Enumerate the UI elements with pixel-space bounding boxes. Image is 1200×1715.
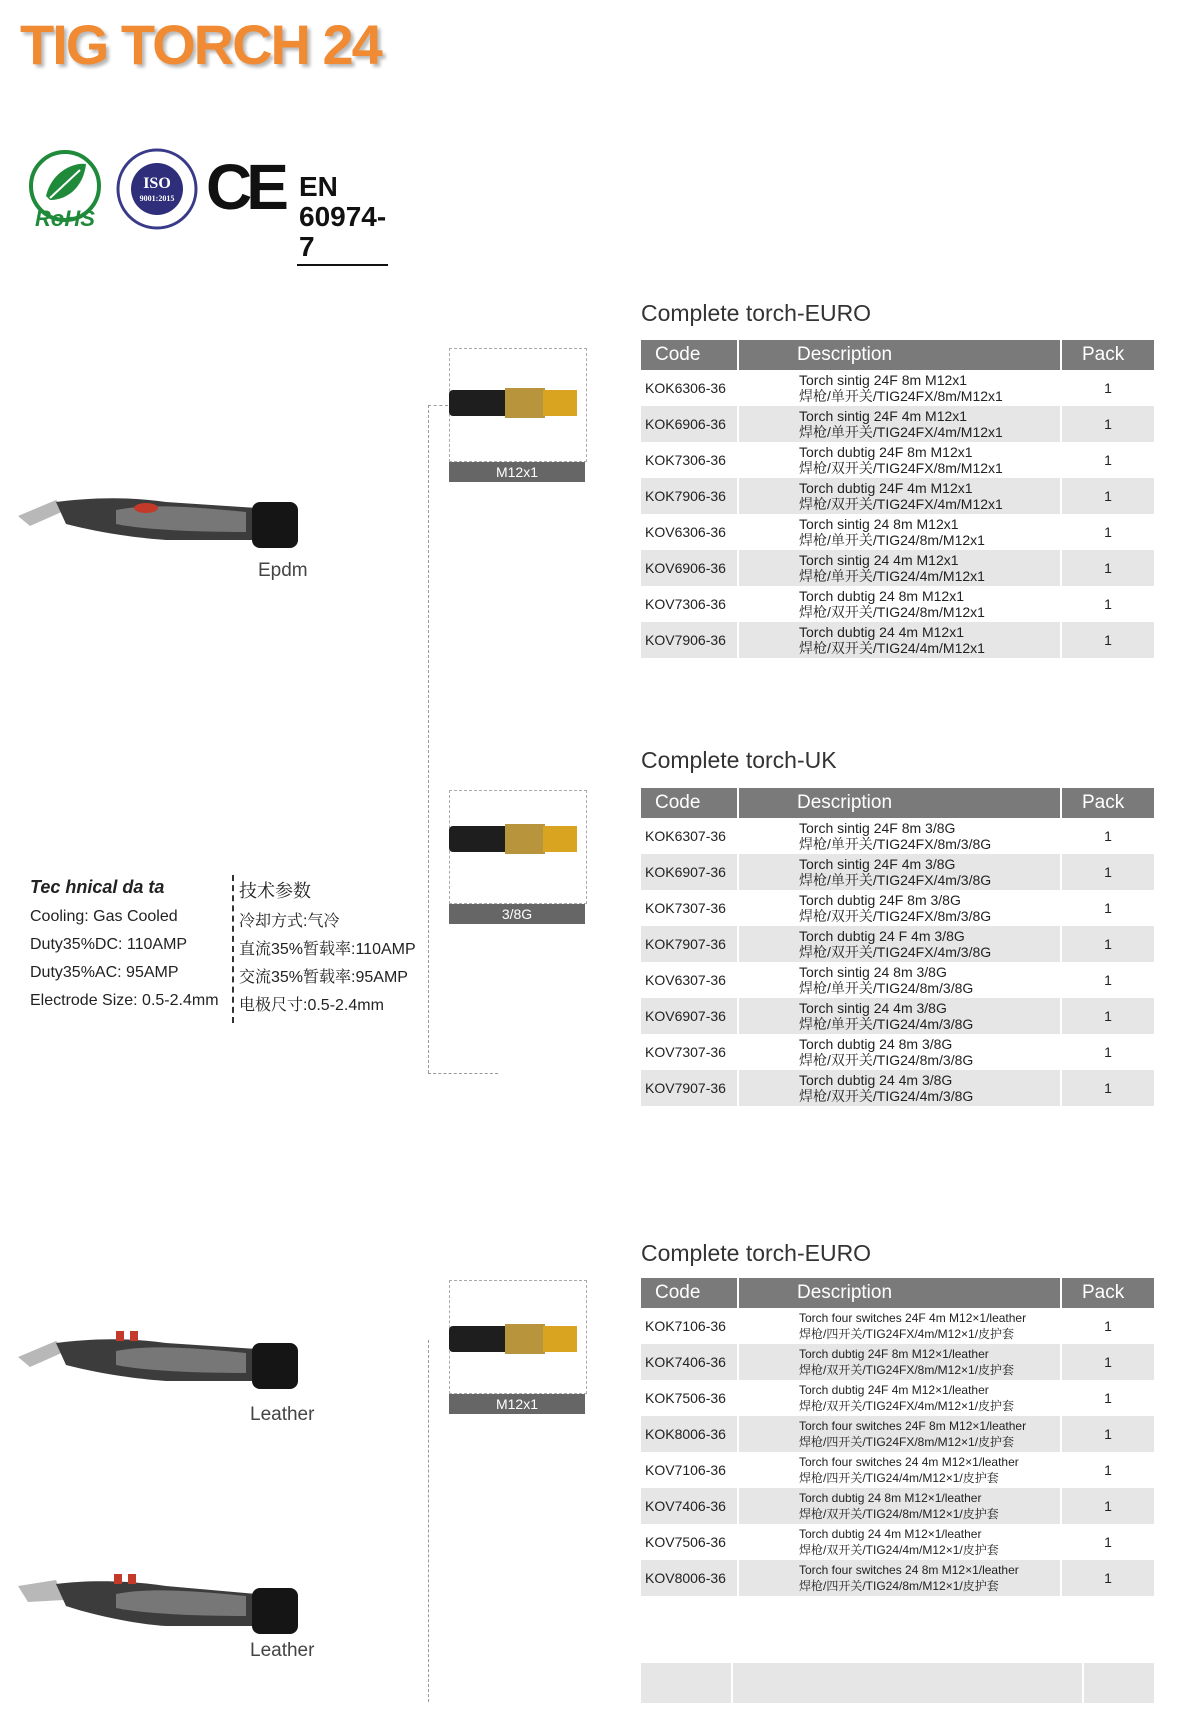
column-header-description: Description: [738, 1278, 1061, 1308]
product-description: [738, 514, 1061, 550]
table-row: [641, 1524, 1154, 1560]
description-cn: 焊枪/单开关/TIG24FX/8m/M12x1: [799, 388, 1003, 404]
description-en: Torch dubtig 24F 8m M12x1: [799, 444, 973, 460]
description-en: Torch four switches 24F 8m M12×1/leather: [799, 1419, 1027, 1433]
product-table-euro-2: [641, 1278, 1154, 1596]
product-pack: 1: [1061, 442, 1154, 478]
svg-text:RoHS: RoHS: [35, 206, 95, 230]
table-row: [641, 1452, 1154, 1488]
product-code: KOV7506-36: [645, 1534, 726, 1550]
product-code: KOV6906-36: [641, 550, 738, 586]
table-row: [641, 478, 1154, 514]
column-header-code: Code: [641, 1278, 738, 1308]
connector-line: [428, 405, 429, 1073]
description-cn: 焊枪/单开关/TIG24/4m/M12x1: [799, 568, 985, 584]
description-en: Torch dubtig 24 4m 3/8G: [799, 1072, 953, 1088]
product-code: KOK7907-36: [641, 926, 738, 962]
product-description: [738, 442, 1061, 478]
product-code: KOV7906-36: [641, 622, 738, 658]
tech-row-cn: 交流35%暂载率:95AMP: [239, 969, 408, 986]
connector-line: [428, 405, 448, 406]
torch-caption-epdm: Epdm: [258, 560, 308, 581]
column-header-pack: Pack: [1061, 1278, 1154, 1308]
table-row: [641, 406, 1154, 442]
tech-row-en: Duty35%AC: 95AMP: [30, 964, 179, 981]
tech-row-en: Cooling: Gas Cooled: [30, 908, 178, 925]
connector-label-2: 3/8G: [449, 904, 585, 924]
connector-line: [428, 1073, 498, 1074]
table-row: [641, 586, 1154, 622]
description-en: Torch dubtig 24F 8m M12×1/leather: [799, 1347, 989, 1361]
product-pack: 1: [1061, 1524, 1154, 1560]
description-en: Torch sintig 24F 8m M12x1: [799, 372, 968, 388]
section-title-euro-1: Complete torch-EURO: [641, 300, 872, 326]
description-en: Torch dubtig 24F 4m M12×1/leather: [799, 1383, 989, 1397]
torch-caption-leather-2: Leather: [250, 1640, 315, 1661]
table-row: [641, 1034, 1154, 1070]
description-cn: 焊枪/双开关/TIG24FX/8m/3/8G: [799, 908, 992, 924]
description-en: Torch dubtig 24F 4m M12x1: [799, 480, 973, 496]
torch-caption-leather-1: Leather: [250, 1404, 315, 1425]
product-description: [738, 406, 1061, 442]
hose-connector-image-2: [449, 818, 585, 858]
description-en: Torch dubtig 24F 8m 3/8G: [799, 892, 961, 908]
product-description: [738, 890, 1061, 926]
product-description: [738, 998, 1061, 1034]
connector-label-3: M12x1: [449, 1394, 585, 1414]
tech-row-en: Duty35%DC: 110AMP: [30, 936, 188, 953]
product-code: KOV7406-36: [641, 1488, 738, 1524]
product-description: [738, 550, 1061, 586]
product-description: [738, 1380, 1061, 1416]
product-code: KOK7906-36: [641, 478, 738, 514]
column-header-pack: Pack: [1061, 340, 1154, 370]
description-cn: 焊枪/单开关/TIG24FX/4m/M12x1: [799, 424, 1003, 440]
table-row: [641, 442, 1154, 478]
connector-line: [428, 1340, 429, 1702]
description-en: Torch sintig 24 8m M12x1: [799, 516, 959, 532]
product-description: [738, 1344, 1061, 1380]
product-pack: 1: [1061, 962, 1154, 998]
description-en: Torch four switches 24F 4m M12×1/leather: [799, 1311, 1027, 1325]
product-pack: 1: [1061, 998, 1154, 1034]
svg-text:9001:2015: 9001:2015: [139, 194, 175, 203]
hose-connector-image-1: [449, 382, 585, 422]
product-description: [738, 1524, 1061, 1560]
product-description: [738, 586, 1061, 622]
section-title-euro-2: Complete torch-EURO: [641, 1240, 872, 1266]
description-en: Torch sintig 24F 8m 3/8G: [799, 820, 956, 836]
product-pack: 1: [1061, 1488, 1154, 1524]
description-en: Torch dubtig 24 8m 3/8G: [799, 1036, 953, 1052]
product-description: [738, 1308, 1061, 1344]
description-cn: 焊枪/单开关/TIG24FX/8m/3/8G: [799, 836, 992, 852]
table-row: [641, 514, 1154, 550]
product-code: KOK6907-36: [641, 854, 738, 890]
technical-divider: [232, 875, 234, 1023]
product-code: KOV6306-36: [645, 524, 726, 540]
description-cn: 焊枪/双开关/TIG24FX/4m/M12×1/皮护套: [799, 1399, 1015, 1413]
product-description: [738, 622, 1061, 658]
tech-row-cn: 冷却方式:气冷: [239, 913, 340, 930]
product-description: [738, 1560, 1061, 1596]
torch-epdm-image: [16, 488, 306, 558]
product-pack: 1: [1061, 1380, 1154, 1416]
table-row: [641, 550, 1154, 586]
description-cn: 焊枪/四开关/TIG24/4m/M12×1/皮护套: [799, 1471, 999, 1485]
product-pack: 1: [1061, 1034, 1154, 1070]
tech-row-en: Electrode Size: 0.5-2.4mm: [30, 992, 219, 1009]
description-cn: 焊枪/双开关/TIG24FX/4m/3/8G: [799, 944, 992, 960]
product-pack: 1: [1061, 1308, 1154, 1344]
description-en: Torch sintig 24 4m M12x1: [799, 552, 959, 568]
product-table-euro-1: [641, 340, 1154, 658]
product-pack: 1: [1061, 1344, 1154, 1380]
table-row: [641, 1344, 1154, 1380]
column-header-pack: Pack: [1061, 788, 1154, 818]
column-header-code: Code: [641, 788, 738, 818]
table-row: [641, 1560, 1154, 1596]
technical-title-en: Tec hnical da ta: [30, 877, 165, 897]
standard-label: EN 60974-7: [297, 172, 388, 266]
product-description: [738, 962, 1061, 998]
description-cn: 焊枪/双开关/TIG24/8m/3/8G: [799, 1052, 974, 1068]
table-row: [641, 926, 1154, 962]
product-code: KOV6307-36: [645, 972, 726, 988]
product-pack: 1: [1061, 854, 1154, 890]
ce-mark: CE: [206, 151, 283, 223]
torch-leather-image-1: [16, 1325, 306, 1395]
product-description: [738, 1070, 1061, 1106]
description-cn: 焊枪/四开关/TIG24FX/4m/M12×1/皮护套: [799, 1327, 1015, 1341]
description-cn: 焊枪/双开关/TIG24/8m/M12x1: [799, 604, 985, 620]
table-header-row: [641, 1278, 1154, 1308]
description-cn: 焊枪/四开关/TIG24FX/8m/M12×1/皮护套: [799, 1435, 1015, 1449]
description-cn: 焊枪/双开关/TIG24FX/8m/M12×1/皮护套: [799, 1363, 1015, 1377]
table-footer-bar: [641, 1663, 1154, 1703]
product-code: KOK6906-36: [641, 406, 738, 442]
description-en: Torch dubtig 24 F 4m 3/8G: [799, 928, 965, 944]
product-description: [738, 1034, 1061, 1070]
product-pack: 1: [1061, 550, 1154, 586]
table-row: [641, 998, 1154, 1034]
description-en: Torch sintig 24F 4m 3/8G: [799, 856, 956, 872]
column-header-code: Code: [641, 340, 738, 370]
description-cn: 焊枪/双开关/TIG24/8m/M12×1/皮护套: [799, 1507, 999, 1521]
description-en: Torch dubtig 24 4m M12×1/leather: [799, 1527, 982, 1541]
product-code: KOK8006-36: [641, 1416, 738, 1452]
description-cn: 焊枪/双开关/TIG24/4m/M12×1/皮护套: [799, 1543, 999, 1557]
technical-title-cn: 技术参数: [239, 881, 311, 901]
tech-row-cn: 直流35%暂载率:110AMP: [239, 941, 416, 958]
description-cn: 焊枪/单开关/TIG24/8m/M12x1: [799, 532, 985, 548]
product-description: [738, 1416, 1061, 1452]
iso-certified-logo-icon: [116, 148, 198, 230]
description-en: Torch sintig 24F 4m M12x1: [799, 408, 968, 424]
torch-leather-image-2: [16, 1560, 306, 1640]
product-pack: 1: [1061, 586, 1154, 622]
description-cn: 焊枪/双开关/TIG24FX/8m/M12x1: [799, 460, 1003, 476]
product-pack: 1: [1061, 1070, 1154, 1106]
product-code: KOV7307-36: [645, 1044, 726, 1060]
description-cn: 焊枪/单开关/TIG24/4m/3/8G: [799, 1016, 974, 1032]
table-header-row: [641, 788, 1154, 818]
table-row: [641, 622, 1154, 658]
description-cn: 焊枪/单开关/TIG24FX/4m/3/8G: [799, 872, 992, 888]
description-cn: 焊枪/四开关/TIG24/8m/M12×1/皮护套: [799, 1579, 999, 1593]
table-row: [641, 962, 1154, 998]
section-title-uk: Complete torch-UK: [641, 747, 837, 773]
description-en: Torch four switches 24 4m M12×1/leather: [799, 1455, 1019, 1469]
product-description: [738, 854, 1061, 890]
product-description: [738, 1452, 1061, 1488]
product-table-uk: [641, 788, 1154, 1106]
table-row: [641, 854, 1154, 890]
product-pack: 1: [1061, 1416, 1154, 1452]
description-cn: 焊枪/单开关/TIG24/8m/3/8G: [799, 980, 974, 996]
product-pack: 1: [1061, 406, 1154, 442]
table-row: [641, 890, 1154, 926]
description-cn: 焊枪/双开关/TIG24/4m/3/8G: [799, 1088, 974, 1104]
connector-label-1: M12x1: [449, 462, 585, 482]
product-code: KOK7106-36: [645, 1318, 726, 1334]
product-pack: 1: [1061, 370, 1154, 406]
product-code: KOV6907-36: [641, 998, 738, 1034]
product-code: KOV7907-36: [641, 1070, 738, 1106]
product-code: KOK7506-36: [645, 1390, 726, 1406]
table-header-row: [641, 340, 1154, 370]
product-description: [738, 370, 1061, 406]
product-code: KOK6307-36: [645, 828, 726, 844]
table-row: [641, 370, 1154, 406]
svg-text:ISO: ISO: [143, 175, 171, 192]
description-en: Torch dubtig 24 8m M12×1/leather: [799, 1491, 982, 1505]
product-pack: 1: [1061, 890, 1154, 926]
product-pack: 1: [1061, 622, 1154, 658]
table-row: [641, 1308, 1154, 1344]
table-row: [641, 1380, 1154, 1416]
description-en: Torch sintig 24 4m 3/8G: [799, 1000, 947, 1016]
description-en: Torch sintig 24 8m 3/8G: [799, 964, 947, 980]
table-row: [641, 818, 1154, 854]
product-description: [738, 926, 1061, 962]
product-code: KOK6306-36: [645, 380, 726, 396]
description-cn: 焊枪/双开关/TIG24/4m/M12x1: [799, 640, 985, 656]
product-code: KOV7306-36: [645, 596, 726, 612]
hose-connector-image-3: [449, 1318, 585, 1358]
product-pack: 1: [1061, 478, 1154, 514]
product-code: KOV7106-36: [645, 1462, 726, 1478]
product-pack: 1: [1061, 926, 1154, 962]
page-title: TIG TORCH 24: [20, 13, 381, 76]
product-pack: 1: [1061, 1560, 1154, 1596]
column-header-description: Description: [738, 788, 1061, 818]
tech-row-cn: 电极尺寸:0.5-2.4mm: [239, 997, 384, 1014]
product-pack: 1: [1061, 514, 1154, 550]
rohs-logo-icon: [24, 148, 106, 230]
description-en: Torch dubtig 24 8m M12x1: [799, 588, 964, 604]
description-en: Torch dubtig 24 4m M12x1: [799, 624, 964, 640]
product-pack: 1: [1061, 1452, 1154, 1488]
product-code: KOK7306-36: [645, 452, 726, 468]
product-description: [738, 478, 1061, 514]
table-row: [641, 1416, 1154, 1452]
description-en: Torch four switches 24 8m M12×1/leather: [799, 1563, 1019, 1577]
product-description: [738, 1488, 1061, 1524]
table-row: [641, 1070, 1154, 1106]
description-cn: 焊枪/双开关/TIG24FX/4m/M12x1: [799, 496, 1003, 512]
product-code: KOK7307-36: [645, 900, 726, 916]
product-pack: 1: [1061, 818, 1154, 854]
product-code: KOV8006-36: [641, 1560, 738, 1596]
column-header-description: Description: [738, 340, 1061, 370]
product-description: [738, 818, 1061, 854]
product-code: KOK7406-36: [641, 1344, 738, 1380]
table-row: [641, 1488, 1154, 1524]
